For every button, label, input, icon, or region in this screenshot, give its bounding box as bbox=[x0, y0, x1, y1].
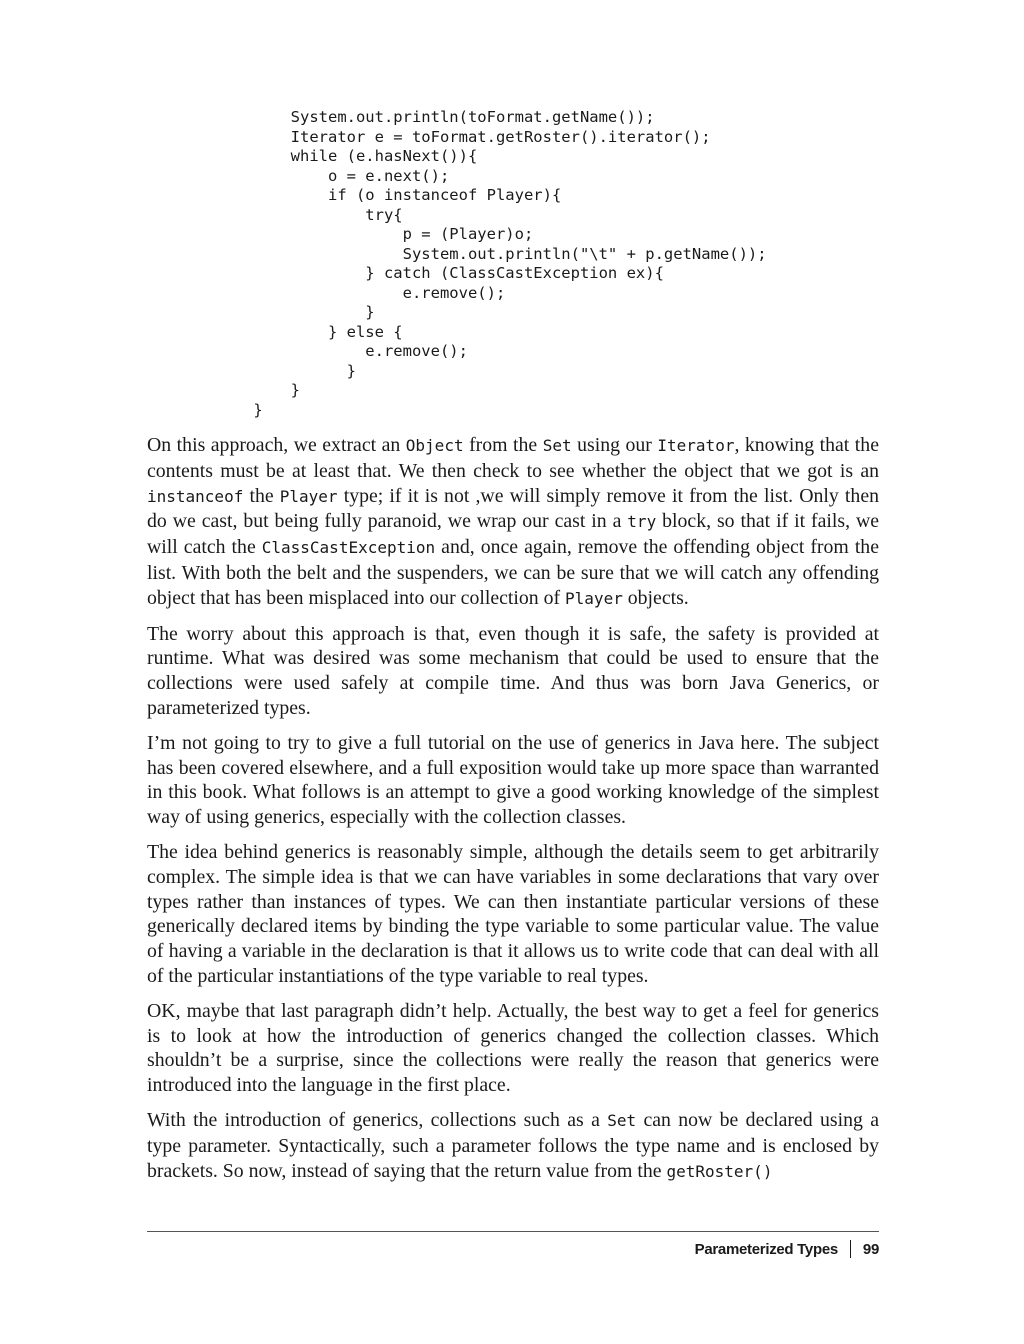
code-line: Iterator e = toFormat.getRoster().iterator(); bbox=[216, 127, 711, 146]
text-run: On this approach, we extract an bbox=[147, 434, 406, 456]
text-run: I’m not going to try to give a full tutorial on the use of generics in Java here. The subject has been covered elsewhere, and a full exposition would take up more space than warranted in this book. What follows is an attempt to give a good working knowledge of the simplest way of using generics, especially with the collection classes. bbox=[147, 731, 879, 829]
code-listing bbox=[216, 108, 767, 420]
inline-code: Set bbox=[607, 1110, 637, 1130]
inline-code: Player bbox=[279, 486, 338, 506]
text-run: OK, maybe that last paragraph didn’t help. Actually, the best way to get a feel for generics is to look at how the introduction of generics changed the collection classes. Which shouldn’t be a surprise, since the collections were really the reason that generics were introduced into the language in the first place. bbox=[147, 999, 879, 1097]
text-run: and, once again, remove the offending object from the list. With both the belt and the suspenders, we can be sure that we will catch any offending object that has been misplaced into our collection of bbox=[147, 536, 879, 609]
code-line: o = e.next(); bbox=[216, 166, 450, 185]
inline-code: instanceof bbox=[147, 486, 244, 506]
code-line: if (o instanceof Player){ bbox=[216, 186, 562, 204]
footer-separator bbox=[850, 1240, 851, 1258]
inline-code: Object bbox=[405, 436, 464, 455]
code-line: while (e.hasNext()){ bbox=[216, 147, 478, 165]
paragraph bbox=[147, 731, 879, 830]
code-line: } bbox=[216, 361, 356, 380]
code-line: e.remove(); bbox=[216, 283, 506, 302]
paragraph bbox=[147, 1108, 879, 1184]
text-run: from the bbox=[463, 434, 543, 456]
inline-code: Iterator bbox=[657, 436, 735, 455]
text-run: can now be declared using a type parameter. Syntactically, such a parameter follows the type name and is enclosed by brackets. So now, instead of saying that the return value from the bbox=[147, 1108, 879, 1182]
code-line: } bbox=[216, 381, 300, 399]
code-line: } bbox=[216, 303, 375, 321]
inline-code: Set bbox=[542, 436, 572, 455]
code-line: } catch (ClassCastException ex){ bbox=[216, 264, 664, 282]
code-line: System.out.println(toFormat.getName()); bbox=[216, 108, 655, 126]
text-run: , knowing that the contents must be at least that. We then check to see whether the object that we got is an bbox=[147, 434, 879, 482]
running-section-title: Parameterized Types bbox=[694, 1240, 838, 1258]
text-run: type; if it is not ,we will simply remove it from the list. Only then do we cast, but being fully paranoid, we wrap our cast in a bbox=[147, 484, 879, 533]
text-run: objects. bbox=[622, 586, 689, 609]
inline-code: try bbox=[627, 512, 657, 532]
page-number: 99 bbox=[862, 1240, 879, 1258]
code-line: System.out.println("\t" + p.getName()); bbox=[216, 244, 767, 263]
text-run: The idea behind generics is reasonably simple, although the details seem to get arbitrarily complex. The simple idea is that we can have variables in some declarations that vary over types rather than instances of types. We can then instantiate particular versions of these generically declared items by binding the type variable to some particular value. The value of having a variable in the declaration is that it allows us to write code that can deal with all of the particular instantiations of the type variable to real types. bbox=[147, 840, 879, 987]
body-text bbox=[147, 433, 879, 1194]
code-line: } bbox=[216, 400, 263, 419]
text-run: block, so that if it fails, we will catch the bbox=[147, 510, 880, 559]
code-line: } else { bbox=[216, 322, 403, 341]
text-run: The worry about this approach is that, even though it is safe, the safety is provided at runtime. What was desired was some mechanism that could be used to ensure that the collections were used safely at compile time. And thus was born Java Generics, or parameterized types. bbox=[147, 622, 879, 719]
inline-code: Player bbox=[565, 588, 623, 608]
paragraph bbox=[147, 622, 879, 721]
paragraph bbox=[147, 433, 879, 612]
text-run: using our bbox=[571, 434, 658, 456]
text-run: the bbox=[243, 484, 280, 507]
text-run: With the introduction of generics, collections such as a bbox=[147, 1108, 608, 1131]
paragraph bbox=[147, 999, 879, 1098]
code-line: try{ bbox=[216, 205, 403, 224]
paragraph bbox=[147, 840, 879, 989]
footer-rule bbox=[147, 1231, 879, 1232]
inline-code: getRoster() bbox=[666, 1161, 773, 1181]
code-line: p = (Player)o; bbox=[216, 225, 534, 243]
page-footer bbox=[695, 1240, 879, 1258]
inline-code: ClassCastException bbox=[261, 538, 436, 558]
code-line: e.remove(); bbox=[216, 342, 468, 360]
